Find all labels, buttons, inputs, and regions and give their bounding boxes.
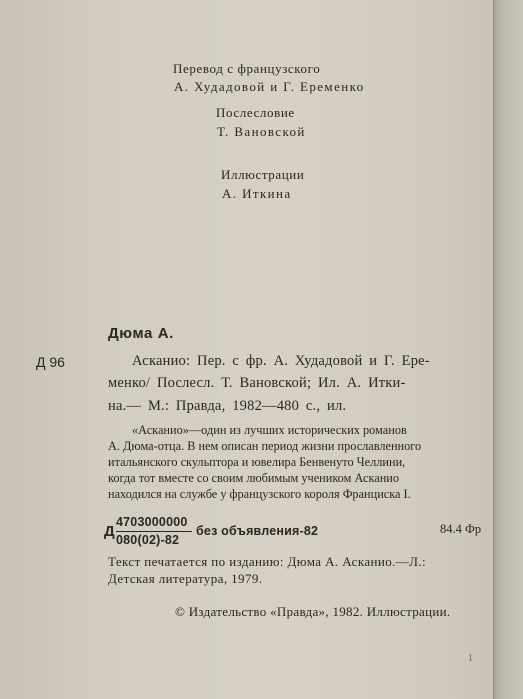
annotation-line-1: «Асканио»—один из лучших исторических романов	[132, 423, 407, 437]
afterword-credit-name: Т. Вановской	[217, 124, 306, 139]
copyright-line: © Издательство «Правда», 1982. Иллюстрации.	[175, 604, 451, 619]
translation-credit-role: Перевод с французского	[173, 61, 321, 76]
catalog-code: Д 96	[36, 354, 65, 370]
source-note-line-2: Детская литература, 1979.	[108, 571, 263, 586]
bibliographic-line-2: менко/ Послесл. Т. Вановской; Ил. А. Итки-	[108, 375, 406, 391]
annotation-line-5: находился на службе у французского короля Франциска I.	[108, 487, 411, 501]
index-fraction-rule	[116, 531, 192, 532]
annotation-line-3: итальянского скульптора и ювелира Бенвенуто Челлини,	[108, 455, 406, 469]
bibliographic-line-1: Асканио: Пер. с фр. А. Худадовой и Г. Ере-	[132, 353, 430, 369]
author-heading: Дюма А.	[108, 325, 174, 342]
page-number: 1	[468, 653, 473, 664]
annotation-line-2: А. Дюма-отца. В нем описан период жизни прославленного	[108, 439, 422, 453]
index-denominator: 080(02)-82	[116, 533, 180, 547]
index-letter: Д	[104, 523, 115, 540]
source-note-line-1: Текст печатается по изданию: Дюма А. Асканио.—Л.:	[108, 554, 427, 569]
bibliographic-line-3: на.— М.: Правда, 1982—480 с., ил.	[108, 398, 347, 414]
price-code: 84.4 Фр	[440, 522, 482, 536]
illustrations-credit-name: А. Иткина	[222, 186, 292, 201]
index-numerator: 4703000000	[116, 515, 188, 529]
index-note: без объявления-82	[196, 524, 319, 538]
annotation-line-4: когда тот вместе со своим любимым учеником Асканио	[108, 471, 400, 485]
afterword-credit-role: Послесловие	[216, 105, 295, 120]
illustrations-credit-role: Иллюстрации	[221, 167, 305, 182]
translation-credit-name: А. Худадовой и Г. Еременко	[174, 79, 365, 94]
next-page-edge	[493, 0, 523, 699]
